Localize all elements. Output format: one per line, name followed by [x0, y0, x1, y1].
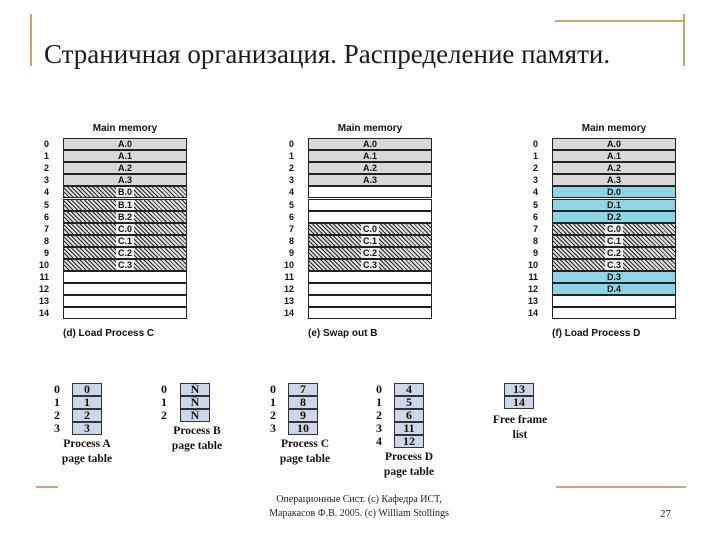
- frame-label: A.0: [362, 139, 377, 149]
- page-index: 0: [270, 382, 276, 396]
- memory-frame: [308, 211, 432, 223]
- frame-label: B.0: [117, 187, 132, 198]
- corner-line-top-right-h: [555, 20, 685, 22]
- page-index: 1: [376, 395, 382, 409]
- page-table-label: Process D: [384, 451, 433, 463]
- memory-panel-title: Main memory: [92, 123, 158, 134]
- frame-index: 14: [283, 308, 294, 319]
- memory-frame: [308, 138, 432, 150]
- memory-frame: [552, 162, 676, 174]
- frame-label: C.1: [117, 235, 132, 246]
- memory-frame: [63, 199, 187, 211]
- footer-line-right: [556, 486, 686, 488]
- memory-frame: [552, 295, 676, 307]
- page-table-label: page table: [383, 466, 435, 478]
- frame-label: A.0: [117, 139, 132, 149]
- memory-frame: [552, 235, 676, 247]
- page-index: 2: [270, 408, 276, 422]
- frame-label: B.1: [117, 199, 132, 210]
- free-frame-cell: 14: [504, 396, 534, 409]
- footer-line-2: Маракасов Ф.В. 2005. (c) William Stollings: [269, 508, 449, 519]
- page-index: 2: [54, 408, 60, 422]
- frame-index: 4: [288, 187, 294, 198]
- memory-frame: [308, 162, 432, 174]
- frame-index: 10: [283, 260, 294, 270]
- page-index: 2: [376, 408, 382, 422]
- free-frame-label: list: [512, 429, 528, 441]
- page-table-cell: Ñ: [180, 383, 210, 396]
- frame-index: 13: [527, 296, 538, 307]
- frame-label: A.2: [117, 163, 132, 174]
- page-table-cell: 3: [72, 422, 102, 435]
- page-table-cell: 5: [394, 396, 424, 409]
- memory-frame: [63, 150, 187, 162]
- frame-index: 8: [532, 235, 538, 246]
- frame-index: 11: [528, 272, 538, 283]
- frame-label: D.2: [606, 211, 621, 222]
- frame-label: D.1: [606, 199, 621, 210]
- corner-line-top-right-v: [683, 14, 685, 66]
- page-index: 3: [54, 421, 60, 435]
- frame-index: 4: [532, 187, 538, 198]
- memory-frame: [308, 235, 432, 247]
- frame-label: A.3: [606, 175, 621, 186]
- free-frame-cell: 13: [504, 383, 534, 396]
- page-table-cell: 6: [394, 409, 424, 422]
- frame-label: D.3: [606, 272, 621, 283]
- page-index: 4: [376, 434, 382, 448]
- memory-frame: [552, 174, 676, 186]
- frame-label: C.1: [606, 235, 621, 246]
- frame-label: D.4: [606, 284, 621, 295]
- page-table-cell: 0: [72, 383, 102, 396]
- page-table-cell: 9: [288, 409, 318, 422]
- free-frame-label: Free frame: [492, 414, 548, 426]
- frame-index: 13: [38, 296, 49, 307]
- frame-index: 8: [43, 235, 49, 246]
- page-table-cell: 4: [394, 383, 424, 396]
- frame-label: A.2: [362, 163, 377, 174]
- corner-line-top-left-v: [30, 14, 32, 66]
- frame-index: 10: [527, 260, 538, 270]
- memory-frame: [552, 150, 676, 162]
- frame-label: C.3: [606, 260, 621, 270]
- footer-line-1: Операционные Сист. (c) Кафедра ИСТ,: [276, 494, 442, 505]
- frame-index: 14: [38, 308, 49, 319]
- footer-text: [228, 493, 490, 521]
- frame-label: A.3: [117, 175, 132, 186]
- frame-index: 6: [43, 211, 49, 222]
- memory-panel-caption: (d) Load Process C: [63, 328, 155, 339]
- page-index: 1: [270, 395, 276, 409]
- frame-index: 3: [532, 175, 538, 186]
- memory-frame: [63, 211, 187, 223]
- frame-label: C.0: [362, 223, 377, 234]
- frame-index: 1: [532, 151, 538, 162]
- frame-index: 13: [283, 296, 294, 307]
- page-table-cell: 1: [72, 396, 102, 409]
- memory-frame: [552, 247, 676, 259]
- frame-label: B.2: [117, 211, 132, 222]
- page-index: 0: [54, 382, 60, 396]
- frame-index: 4: [43, 187, 49, 198]
- memory-panel-title: Main memory: [337, 123, 403, 134]
- footer-line-left: [36, 486, 58, 488]
- memory-frame: [552, 283, 676, 295]
- page-table-label: Process A: [63, 438, 111, 450]
- page-table-label: Process C: [280, 438, 329, 450]
- page-table-label: page table: [279, 453, 331, 465]
- page-table-cell: 10: [288, 422, 318, 435]
- frame-label: C.1: [362, 235, 377, 246]
- frame-label: A.1: [362, 151, 377, 162]
- frame-label: C.2: [362, 247, 377, 258]
- page-table-cell: Ñ: [180, 396, 210, 409]
- frame-label: C.2: [606, 247, 621, 258]
- memory-frame: [63, 186, 187, 198]
- frame-index: 8: [288, 235, 294, 246]
- frame-index: 6: [532, 211, 538, 222]
- frame-index: 7: [532, 223, 538, 234]
- memory-frame: [308, 247, 432, 259]
- page-table-label: page table: [61, 453, 113, 465]
- memory-frame: [63, 307, 187, 319]
- page-index: 3: [376, 421, 382, 435]
- frame-index: 0: [532, 139, 538, 149]
- frame-index: 1: [288, 151, 294, 162]
- memory-frame: [552, 259, 676, 271]
- frame-index: 6: [288, 211, 294, 222]
- frame-index: 5: [43, 199, 49, 210]
- page-number: 27: [660, 508, 671, 520]
- memory-frame: [552, 307, 676, 319]
- frame-index: 0: [43, 139, 49, 149]
- memory-frame: [63, 295, 187, 307]
- memory-frame: [63, 174, 187, 186]
- memory-frame: [308, 295, 432, 307]
- frame-label: C.3: [117, 260, 132, 270]
- frame-index: 2: [288, 163, 294, 174]
- frame-index: 7: [43, 223, 49, 234]
- memory-frame: [308, 307, 432, 319]
- memory-frame: [63, 162, 187, 174]
- memory-frame: [63, 259, 187, 271]
- page-index: 0: [376, 382, 382, 396]
- page-index: 0: [161, 382, 167, 396]
- frame-label: A.1: [117, 151, 132, 162]
- memory-frame: [308, 223, 432, 235]
- frame-index: 3: [43, 175, 49, 186]
- page-index: 3: [270, 421, 276, 435]
- frame-index: 11: [284, 272, 294, 283]
- frame-label: C.0: [117, 223, 132, 234]
- memory-frame: [552, 199, 676, 211]
- memory-frame: [308, 271, 432, 283]
- frame-index: 12: [38, 284, 49, 295]
- frame-index: 9: [288, 247, 294, 258]
- page-table-cell: 12: [394, 435, 424, 448]
- frame-index: 7: [288, 223, 294, 234]
- frame-index: 12: [283, 284, 294, 295]
- frame-label: A.0: [606, 139, 621, 149]
- frame-index: 14: [527, 308, 538, 319]
- page-index: 2: [161, 408, 167, 422]
- page-table-cell: 11: [394, 422, 424, 435]
- frame-label: A.3: [362, 175, 377, 186]
- memory-panel-title: Main memory: [581, 123, 647, 134]
- memory-frame: [308, 259, 432, 271]
- memory-frame: [552, 186, 676, 198]
- frame-index: 2: [532, 163, 538, 174]
- page-table-cell: Ñ: [180, 409, 210, 422]
- memory-frame: [308, 150, 432, 162]
- memory-frame: [63, 247, 187, 259]
- page-table-cell: 8: [288, 396, 318, 409]
- page-index: 1: [161, 395, 167, 409]
- memory-frame: [63, 283, 187, 295]
- memory-frame: [552, 271, 676, 283]
- frame-label: C.2: [117, 247, 132, 258]
- frame-label: C.0: [606, 223, 621, 234]
- memory-frame: [552, 138, 676, 150]
- frame-index: 2: [43, 163, 49, 174]
- frame-label: C.3: [362, 260, 377, 270]
- memory-panel-caption: (f) Load Process D: [552, 328, 641, 339]
- frame-label: A.1: [606, 151, 621, 162]
- memory-frame: [552, 223, 676, 235]
- frame-index: 5: [288, 199, 294, 210]
- memory-frame: [63, 271, 187, 283]
- frame-index: 9: [532, 247, 538, 258]
- memory-frame: [63, 223, 187, 235]
- frame-index: 1: [43, 151, 49, 162]
- memory-frame: [308, 174, 432, 186]
- memory-frame: [308, 186, 432, 198]
- memory-frame: [63, 138, 187, 150]
- frame-index: 0: [288, 139, 294, 149]
- memory-frame: [308, 283, 432, 295]
- frame-index: 11: [39, 272, 49, 283]
- page-table-cell: 7: [288, 383, 318, 396]
- page-table-label: Process B: [173, 425, 221, 437]
- frame-label: D.0: [606, 187, 621, 198]
- frame-label: A.2: [606, 163, 621, 174]
- frame-index: 5: [532, 199, 538, 210]
- memory-panel-caption: (e) Swap out B: [308, 328, 378, 339]
- frame-index: 12: [527, 284, 538, 295]
- slide-title: Страничная организация. Распределение памяти.: [44, 39, 611, 69]
- page-table-label: page table: [171, 440, 223, 452]
- memory-frame: [308, 199, 432, 211]
- frame-index: 9: [43, 247, 49, 258]
- page-table-cell: 2: [72, 409, 102, 422]
- frame-index: 3: [288, 175, 294, 186]
- frame-index: 10: [38, 260, 49, 270]
- page-index: 1: [54, 395, 60, 409]
- memory-frame: [552, 211, 676, 223]
- memory-frame: [63, 235, 187, 247]
